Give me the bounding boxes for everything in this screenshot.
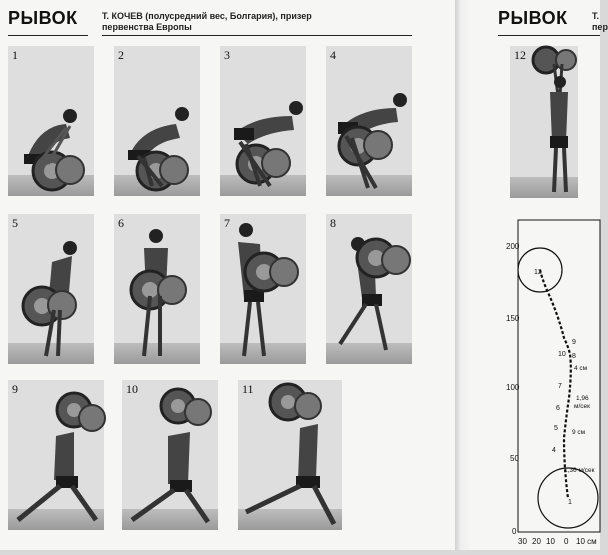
photo-frame-2 [114, 46, 200, 196]
x-ticks [518, 537, 597, 546]
point-8: 8 [572, 353, 576, 360]
annotation-4cm: 4 см [574, 365, 588, 372]
annotation-speed-unit: м/сек [574, 403, 590, 410]
point-5: 5 [554, 425, 558, 432]
point-7: 7 [558, 383, 562, 390]
point-4: 4 [552, 447, 556, 454]
annotations [564, 365, 595, 474]
frame-number: 12 [514, 48, 526, 62]
trajectory-svg [506, 218, 600, 550]
x-tick-0: 0 [564, 537, 569, 546]
photo-frame-5 [8, 214, 94, 364]
photo-frame-9 [8, 380, 104, 530]
athlete-photo-1 [8, 46, 94, 196]
annotation-speed-196: 1,96 [576, 395, 589, 402]
photo-frame-8 [326, 214, 412, 364]
y-tick-150: 150 [506, 314, 520, 323]
frame-number: 7 [224, 216, 230, 230]
x-tick-20: 20 [532, 537, 541, 546]
y-tick-200: 200 [506, 242, 520, 251]
point-9: 9 [572, 339, 576, 346]
x-tick-10: 10 [546, 537, 555, 546]
frame-number: 5 [12, 216, 18, 230]
photo-frame-10 [122, 380, 218, 530]
plate-circle-bottom [538, 468, 598, 528]
photo-frame-1 [8, 46, 94, 196]
y-tick-0: 0 [512, 527, 517, 536]
right-title-rule [498, 35, 600, 36]
photo-frame-4 [326, 46, 412, 196]
frame-number: 9 [12, 382, 18, 396]
right-page-title: РЫВОК [498, 8, 568, 28]
right-subtitle-fragment: Т. [592, 11, 599, 21]
right-subtitle-fragment-2: пер [592, 22, 608, 32]
point-1: 1 [568, 499, 572, 506]
athlete-photo-10 [122, 380, 218, 530]
athlete-photo-8 [326, 214, 412, 364]
frame-number: 2 [118, 48, 124, 62]
book-gutter [455, 0, 469, 550]
y-tick-50: 50 [510, 454, 519, 463]
athlete-photo-3 [220, 46, 306, 196]
x-tick-30: 30 [518, 537, 527, 546]
frame-number: 4 [330, 48, 336, 62]
athlete-photo-2 [114, 46, 200, 196]
athlete-photo-6 [114, 214, 200, 364]
athlete-photo-5 [8, 214, 94, 364]
photo-frame-3 [220, 46, 306, 196]
frame-number: 3 [224, 48, 230, 62]
photo-frame-7 [220, 214, 306, 364]
frame-number: 8 [330, 216, 336, 230]
photo-frame-12 [510, 46, 578, 198]
athlete-photo-11 [238, 380, 342, 530]
point-10: 10 [558, 351, 566, 358]
frame-number: 6 [118, 216, 124, 230]
y-tick-100: 100 [506, 383, 520, 392]
page-title: РЫВОК [8, 8, 78, 28]
point-12: 12 [534, 269, 542, 276]
athlete-photo-12 [510, 46, 578, 198]
subtitle-rule [102, 35, 412, 36]
athlete-photo-7 [220, 214, 306, 364]
photo-frame-11 [238, 380, 342, 530]
frame-number: 11 [242, 382, 254, 396]
barbell-trajectory-diagram [506, 218, 600, 550]
subtitle-line-2: первенства Европы [102, 22, 192, 32]
annotation-speed-136: 1,36 м/сек [564, 467, 595, 474]
title-rule [8, 35, 88, 36]
point-6: 6 [556, 405, 560, 412]
annotation-9cm: 9 см [572, 429, 586, 436]
frame-number: 1 [12, 48, 18, 62]
athlete-photo-9 [8, 380, 104, 530]
photo-frame-6 [114, 214, 200, 364]
trajectory-path [540, 270, 571, 498]
subtitle-line-1: Т. КОЧЕВ (полусредний вес, Болгария), призер [102, 11, 312, 21]
frame-number: 10 [126, 382, 138, 396]
athlete-photo-4 [326, 46, 412, 196]
x-tick-10cm: 10 см [576, 537, 597, 546]
